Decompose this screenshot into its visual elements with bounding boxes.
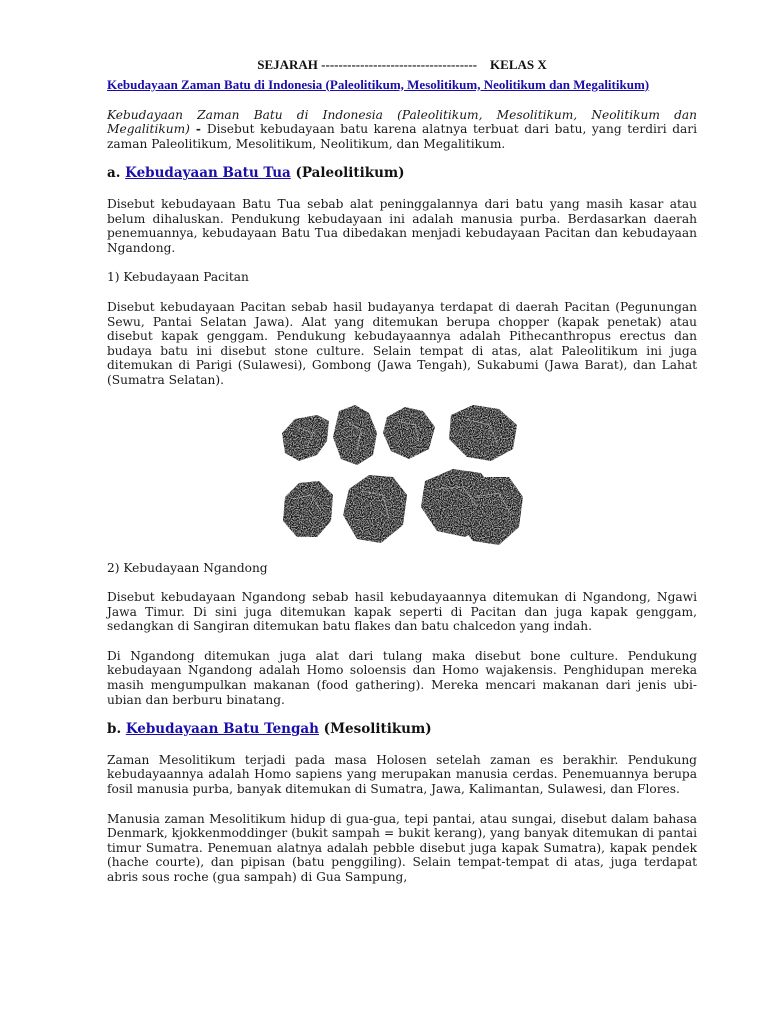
section-a-suffix: (Paleolitikum) — [290, 165, 405, 182]
document-page — [107, 58, 697, 885]
stone-tool-3 — [383, 407, 435, 459]
ngandong-subheading: 2) Kebudayaan Ngandong — [107, 560, 268, 575]
section-a-heading — [107, 166, 697, 181]
article-title-link[interactable]: Kebudayaan Zaman Batu di Indonesia (Paleolitikum, Mesolitikum, Neolitikum dan Megalitikum) — [107, 76, 650, 92]
section-b-suffix: (Mesolitikum) — [318, 721, 432, 738]
section-b-prefix: b. — [107, 721, 126, 738]
section-a-link[interactable]: Kebudayaan Batu Tua — [125, 165, 291, 182]
section-a-paragraph: Disebut kebudayaan Batu Tua sebab alat peninggalannya dari batu yang masih kasar atau belum dihaluskan. Pendukung kebudayaan ini adalah manusia purba. Berdasarkan daerah penemuannya, kebudayaan Batu Tua dibedakan menjadi kebudayaan Pacitan dan kebudayaan Ngandong. — [107, 196, 697, 255]
stone-tools-image — [277, 403, 527, 551]
stone-tool-2 — [333, 405, 377, 465]
stone-tools-figure — [107, 403, 697, 551]
grade-label: KELAS X — [490, 57, 547, 72]
header-dashes: ------------------------------------ — [321, 57, 478, 72]
stone-tool-4 — [449, 405, 517, 461]
section-b-link[interactable]: Kebudayaan Batu Tengah — [125, 721, 319, 738]
intro-dash: - — [189, 122, 207, 137]
intro-paragraph — [107, 108, 697, 152]
subject-label: SEJARAH — [257, 57, 318, 72]
section-a-prefix: a. — [107, 165, 126, 182]
pacitan-paragraph: Disebut kebudayaan Pacitan sebab hasil budayanya terdapat di daerah Pacitan (Pegunungan Sewu, Pantai Selatan Jawa). Alat yang ditemukan berupa chopper (kapak penetak) atau disebut kapak genggam. Pendukung kebudayaannya adalah Pithecanthropus erectus dan budaya batu ini disebut stone culture. Selain tempat di atas, alat Paleolitikum ini juga ditemukan di Parigi (Sulawesi), Gombong (Jawa Tengah), Sukabumi (Jawa Barat), dan Lahat (Sumatra Selatan). — [107, 299, 697, 387]
mesolitikum-paragraph-2: Manusia zaman Mesolitikum hidup di gua-gua, tepi pantai, atau sungai, disebut dalam bahasa Denmark, kjokkenmoddinger (bukit sampah = bukit kerang), yang banyak ditemukan di pantai timur Sumatra. Penemuan alatnya adalah pebble disebut juga kapak Sumatra), kapak pendek (hache courte), dan pipisan (batu penggiling). Selain tempat-tempat di atas, juga terdapat abris sous roche (gua sampah) di Gua Sampung, — [107, 811, 697, 884]
intro-text: Disebut kebudayaan batu karena alatnya terbuat dari batu, yang terdiri dari zaman Paleolitikum, Mesolitikum, Neolitikum, dan Megalitikum. — [107, 122, 698, 151]
stone-tool-1 — [282, 415, 329, 461]
document-header — [107, 58, 697, 73]
section-b-heading — [107, 722, 697, 737]
intro-italic: Kebudayaan Zaman Batu di Indonesia (Paleolitikum, Mesolitikum, Neolitikum dan Megalitikum) — [107, 107, 697, 137]
stone-tool-5 — [283, 481, 333, 537]
stone-tool-6 — [343, 475, 407, 543]
mesolitikum-paragraph-1: Zaman Mesolitikum terjadi pada masa Holosen setelah zaman es berakhir. Pendukung kebudayaannya adalah Homo sapiens yang merupakan manusia cerdas. Penemuannya berupa fosil manusia purba, banyak ditemukan di Sumatra, Jawa, Kalimantan, Sulawesi, dan Flores. — [107, 752, 697, 797]
ngandong-paragraph-2: Di Ngandong ditemukan juga alat dari tulang maka disebut bone culture. Pendukung kebudayaan Ngandong adalah Homo soloensis dan Homo wajakensis. Penghidupan mereka masih mengumpulkan makanan (food gathering). Mereka mencari makanan dari jenis ubi-ubian dan berburu binatang. — [107, 648, 697, 707]
ngandong-paragraph-1: Disebut kebudayaan Ngandong sebab hasil kebudayaannya ditemukan di Ngandong, Ngawi Jawa Timur. Di sini juga ditemukan kapak seperti di Pacitan dan juga kapak genggam, sedangkan di Sangiran ditemukan batu flakes dan batu chalcedon yang indah. — [107, 590, 697, 634]
pacitan-subheading: 1) Kebudayaan Pacitan — [107, 270, 249, 285]
